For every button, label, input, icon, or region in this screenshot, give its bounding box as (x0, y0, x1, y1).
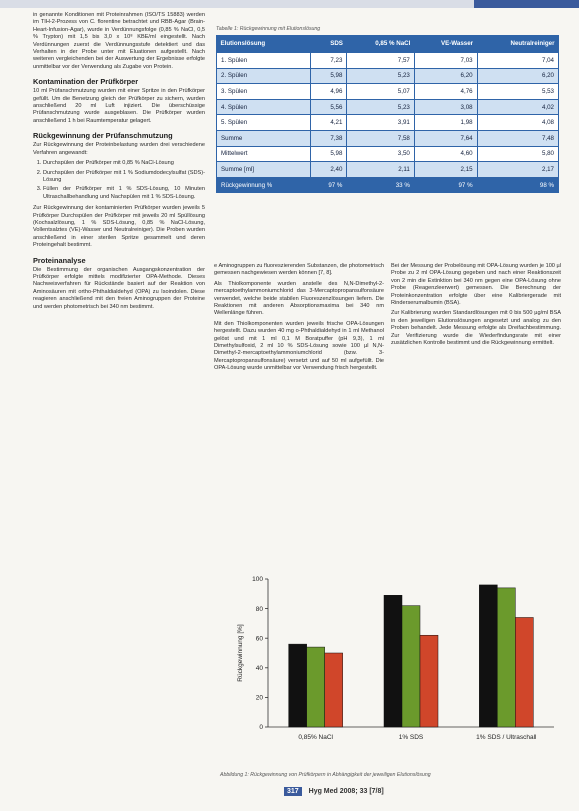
table-cell: 4,08 (477, 115, 558, 131)
paragraph: Als Thiolkomponente wurden anstelle des N,N-Dimethyl-2-mercaptoethylammoniumchlorid das 3-Mercaptopropansulfonsäure verwendet, welche beide stabilen Fluoreszenzlösungen liefern. Die Reaktionen mit anderen Absorptionsmaxima bei 340 nm Wellenlänge führen. (214, 280, 384, 317)
table-cell: 7,04 (477, 53, 558, 69)
table-cell: 5,56 (311, 99, 347, 115)
text-column-middle (214, 263, 384, 376)
table-row (217, 99, 559, 115)
y-tick-label: 100 (252, 576, 263, 584)
table-cell: 98 % (477, 177, 558, 193)
list-item: 1. Durchspülen der Prüfkörper mit 0,85 % NaCl-Lösung (43, 160, 205, 167)
table-summary-row (217, 177, 559, 193)
y-tick-label: 40 (255, 665, 263, 672)
table-cell: 7,64 (414, 130, 477, 146)
table-cell: 6,20 (414, 68, 477, 84)
table-cell: 4,21 (311, 115, 347, 131)
column-header: SDS (311, 35, 347, 53)
bar (307, 647, 325, 727)
table-cell: 2. Spülen (217, 68, 311, 84)
table-cell: 7,38 (311, 130, 347, 146)
table-cell: 7,57 (347, 53, 414, 69)
table-cell: 97 % (311, 177, 347, 193)
paragraph: Die Bestimmung der organischen Ausgangskonzentration der Prüfkörper erfolgte mittels modifizierter OPA-Methode. Dieses Nachweisverfahren für Rückstände basiert auf der Reaktion von Aminosäuren mit ortho-Phthaldialdehyd (OPA) zu Isoindolen. Diese reagieren anschließend mit den freien Aminogruppen der Proteine und werden photometrisch bei 340 nm bestimmt. (33, 266, 205, 310)
table-caption: Tabelle 1: Rückgewinnung mit Elutionslösung (216, 26, 321, 32)
table-row (217, 162, 559, 178)
table-cell: 5,53 (477, 84, 558, 100)
list-item: 2. Durchspülen der Prüfkörper mit 1 % Sodiumdodecylsulfat (SDS)-Lösung (43, 170, 205, 185)
table-cell: Summe [ml] (217, 162, 311, 178)
paragraph: in genannte Konditionen mit Proteinrahmen (ISO/TS 15883) werden im TIH-2-Prozess von C. florentine betrachtet und RBB-Agar (Brain-Heart-Infusion-Agar), wurde in Verdünnungsfolge (0,85 % NaCl, 0,5 % Trypton) mit 1,5 bis 3,0 x 10⁸ KBE/ml eingestellt. Nach Verdünnungen zuerst die Verdünnungsstufe detektiert und das Verhalten in der Probe unter mit Eluationen aufgestellt. Nach weiteren vergleichenden bei der Auswertung der Ergebnisse erfolgte unmittelbar vor der Verwendung als Zugabe von Protein. (33, 12, 205, 70)
bar (402, 606, 420, 727)
table-cell: 4,96 (311, 84, 347, 100)
table-row (217, 53, 559, 69)
x-tick-label: 0,85% NaCl (298, 734, 334, 741)
y-axis-label: Rückgewinnung [%] (237, 624, 244, 682)
page-number: 317 (284, 787, 302, 796)
y-tick-label: 60 (255, 635, 263, 643)
list-item: 3. Füllen der Prüfkörper mit 1 % SDS-Lösung, 10 Minuten Ultraschallbehandlung und Nachspülen mit 1 % SDS-Lösung. (43, 186, 205, 201)
bar (420, 635, 438, 727)
figure-caption: Abbildung 1: Rückgewinnung von Prüfkörpern in Abhängigkeit der jeweiligen Elutionslösung (220, 772, 431, 778)
table-cell: 3,50 (347, 146, 414, 162)
table-cell: 33 % (347, 177, 414, 193)
table-cell: 5,23 (347, 99, 414, 115)
section-heading: Proteinanalyse (33, 255, 86, 265)
table-cell: 4,60 (414, 146, 477, 162)
table-cell: 2,17 (477, 162, 558, 178)
table-cell: 7,48 (477, 130, 558, 146)
bar (515, 617, 533, 727)
table-row (217, 115, 559, 131)
table-cell: 4,02 (477, 99, 558, 115)
column-header: Neutralreiniger (477, 35, 558, 53)
paragraph: e Aminogruppen zu fluoreszierenden Substanzen, die photometrisch gemessen nachgewiesen werden können [7, 8]. (214, 263, 384, 277)
table-cell: 97 % (414, 177, 477, 193)
table-cell: 1,98 (414, 115, 477, 131)
paragraph: 10 ml Prüfanschmutzung wurden mit einer Spritze in den Prüfkörper gefüllt. Um die Benetzung gleich der Prüfkörper zu sichern, wurden anschließend 20 ml Luft injiziert. Die überschüssige Prüfanschmutzung wurde ausgeblasen. Die Prüfkörper wurden anschließend 1 h bei Raumtemperatur gelagert. (33, 88, 205, 124)
bar (479, 585, 497, 727)
paragraph: Bei der Messung der Probelösung mit OPA-Lösung wurden je 100 µl Probe zu 2 ml OPA-Lösung gegeben und nach einer Reaktionszeit von 2 min die Extinktion bei 340 nm gegen eine OPA-Lösung ohne Probe (Reagenzleerwert) gemessen. Die Berechnung der Proteinkonzentration erfolgte über eine Kalibriergerade mit Rinderserumalbumin (BSA). (391, 263, 561, 307)
table-cell: 7,23 (311, 53, 347, 69)
table-cell: 1. Spülen (217, 53, 311, 69)
results-table (216, 35, 559, 193)
table-row (217, 130, 559, 146)
table-cell: 2,40 (311, 162, 347, 178)
section-heading: Rückgewinnung der Prüfanschmutzung (33, 131, 173, 141)
header-bar (0, 0, 579, 8)
table-cell: 5,23 (347, 68, 414, 84)
table-header-row (217, 35, 559, 53)
x-tick-label: 1% SDS / Ultraschall (476, 734, 537, 741)
table-cell: 3,08 (414, 99, 477, 115)
bar-chart (218, 567, 562, 767)
bar-chart-container (218, 567, 562, 772)
table-row (217, 146, 559, 162)
y-tick-label: 0 (259, 724, 263, 732)
paragraph: Zur Kalibrierung wurden Standardlösungen mit 0 bis 500 µg/ml BSA in den jeweiligen Elutionslösungen angesetzt und analog zu den Proben behandelt. Jede Messung erfolgte als Dreifachbestimmung. Zur Verifizierung wurde die Wiederfindungsrate mit einer zusätzlichen Kontrolle bestimmt und die Rückgewinnung ermittelt. (391, 310, 561, 347)
table-cell: 5. Spülen (217, 115, 311, 131)
table-cell: 7,58 (347, 130, 414, 146)
table-cell: 2,11 (347, 162, 414, 178)
y-tick-label: 20 (255, 694, 263, 702)
table-row (217, 84, 559, 100)
paragraph: Mit den Thiolkomponenten wurden jeweils frische OPA-Lösungen hergestellt. Dazu wurden 40 mg o-Phthaldialdehyd in 1 ml Methanol gelöst und mit 1 ml 0,1 M Boratpuffer (pH 9,3), 1 ml Dimethylsulfoxid, 2 ml 10 % SDS-Lösung sowie 100 µl N,N-Dimethyl-2-mercaptoethylammoniumchlorid (bzw. 3-Mercaptopropansulfonsäure) versetzt und auf 50 ml aufgefüllt. Die OPA-Lösung wurde unmittelbar vor Verwendung frisch hergestellt. (214, 320, 384, 372)
text-column-right (391, 263, 561, 350)
table-cell: 5,07 (347, 84, 414, 100)
table-cell: 5,98 (311, 146, 347, 162)
table-cell: 3,91 (347, 115, 414, 131)
bar (325, 653, 343, 727)
table-cell: 5,80 (477, 146, 558, 162)
column-header: VE-Wasser (414, 35, 477, 53)
column-header: Elutionslösung (217, 35, 311, 53)
table-cell: 5,98 (311, 68, 347, 84)
x-tick-label: 1% SDS (398, 734, 424, 741)
table-cell: 4. Spülen (217, 99, 311, 115)
section-heading: Kontamination der Prüfkörper (33, 77, 139, 87)
bar (497, 588, 515, 727)
y-tick-label: 80 (255, 605, 263, 613)
column-header: 0,85 % NaCl (347, 35, 414, 53)
table-cell: 4,76 (414, 84, 477, 100)
method-list (33, 160, 205, 201)
table-row (217, 68, 559, 84)
text-column-left (33, 12, 205, 314)
table-cell: Rückgewinnung % (217, 177, 311, 193)
table-cell: 7,03 (414, 53, 477, 69)
table-cell: 2,15 (414, 162, 477, 178)
table-cell: 3. Spülen (217, 84, 311, 100)
paragraph: Zur Rückgewinnung der kontaminierten Prüfkörper wurden jeweils 5 Prüfkörper Durchspülen der Prüfkörper mit jeweils 20 ml Spüllösung (Kochsalzlösung, 1 % SDS-Lösung, 0,85 % NaCl-Lösung, Vollentsalztes (VE)-Wasser und Neutralreiniger). Die Proben wurden anschließend in einer sterilen Spritze gesammelt und deren Proteingehalt bestimmt. (33, 205, 205, 249)
journal-ref: Hyg Med 2008; 33 [7/8] (308, 788, 384, 795)
bar (289, 644, 307, 727)
table-cell: Summe (217, 130, 311, 146)
paragraph: Zur Rückgewinnung der Proteinbelastung wurden drei verschiedene Verfahren angewandt: (33, 142, 205, 156)
bar (384, 595, 402, 727)
page-footer (284, 788, 384, 795)
table-cell: 6,20 (477, 68, 558, 84)
table-cell: Mittelwert (217, 146, 311, 162)
header-accent (474, 0, 579, 8)
